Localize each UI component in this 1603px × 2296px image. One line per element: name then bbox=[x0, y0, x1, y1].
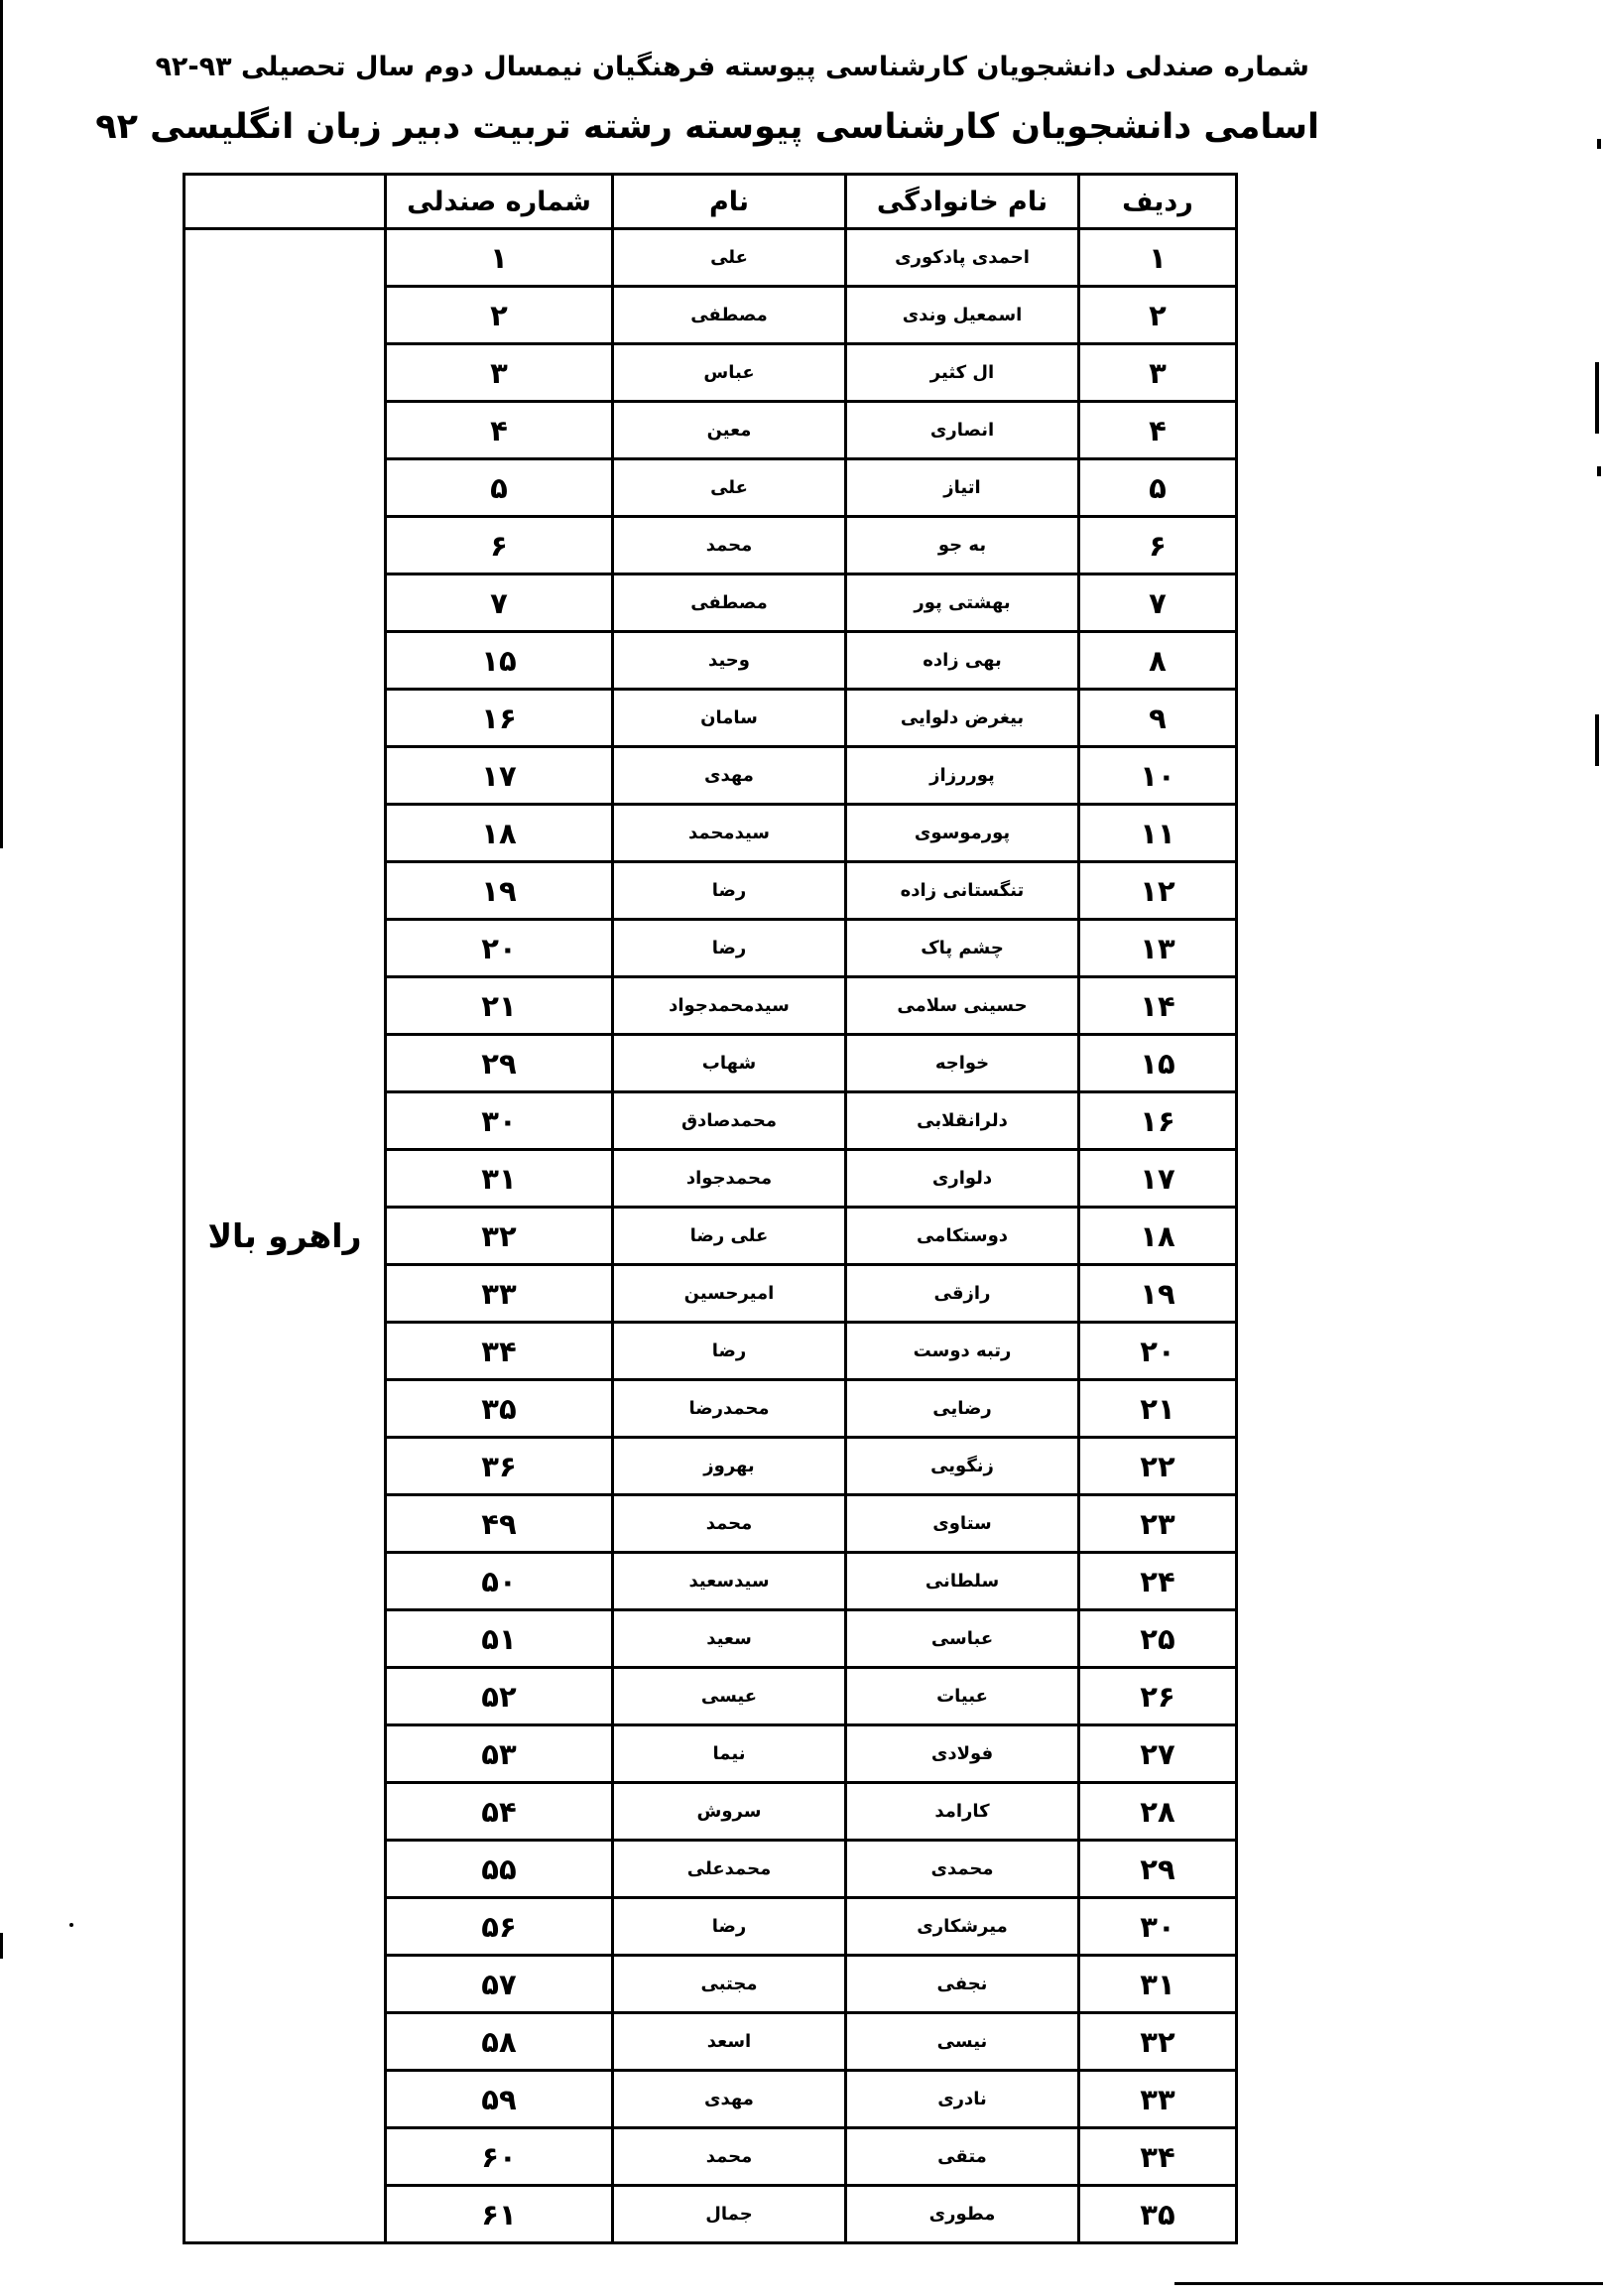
cell-radif: ۳۳ bbox=[1079, 2071, 1237, 2128]
cell-seat-number: ۳۴ bbox=[386, 1323, 613, 1380]
cell-family-name: متقی bbox=[846, 2128, 1079, 2186]
cell-seat-number: ۵۶ bbox=[386, 1898, 613, 1956]
cell-seat-number: ۳۲ bbox=[386, 1208, 613, 1265]
cell-seat-number: ۳۰ bbox=[386, 1092, 613, 1150]
cell-family-name: ستاوی bbox=[846, 1495, 1079, 1553]
cell-first-name: محمدرضا bbox=[613, 1380, 846, 1438]
student-seat-table bbox=[183, 173, 1238, 2244]
cell-seat-number: ۵۹ bbox=[386, 2071, 613, 2128]
column-header-name: نام bbox=[613, 175, 846, 229]
cell-radif: ۱ bbox=[1079, 229, 1237, 287]
cell-family-name: نیسی bbox=[846, 2013, 1079, 2071]
cell-family-name: ال کثیر bbox=[846, 344, 1079, 402]
cell-first-name: اسعد bbox=[613, 2013, 846, 2071]
cell-radif: ۱۸ bbox=[1079, 1208, 1237, 1265]
cell-seat-number: ۱۹ bbox=[386, 862, 613, 920]
cell-first-name: رضا bbox=[613, 1898, 846, 1956]
cell-first-name: عباس bbox=[613, 344, 846, 402]
cell-seat-number: ۲۱ bbox=[386, 977, 613, 1035]
cell-first-name: محمدصادق bbox=[613, 1092, 846, 1150]
cell-first-name: شهاب bbox=[613, 1035, 846, 1092]
cell-seat-number: ۶۱ bbox=[386, 2186, 613, 2243]
cell-family-name: تنگستانی زاده bbox=[846, 862, 1079, 920]
cell-first-name: سعید bbox=[613, 1610, 846, 1668]
cell-seat-number: ۷ bbox=[386, 574, 613, 632]
cell-family-name: خواجه bbox=[846, 1035, 1079, 1092]
cell-first-name: محمد bbox=[613, 2128, 846, 2186]
column-header-family: نام خانوادگی bbox=[846, 175, 1079, 229]
table-header-row bbox=[185, 175, 1237, 229]
cell-first-name: سروش bbox=[613, 1783, 846, 1841]
cell-radif: ۵ bbox=[1079, 459, 1237, 517]
footer-rule bbox=[1174, 2282, 1603, 2285]
page-subtitle: شماره صندلی دانشجویان کارشناسی پیوسته فرهنگیان نیمسال دوم سال تحصیلی ۹۳-۹۲ bbox=[155, 52, 1309, 82]
cell-seat-number: ۵۵ bbox=[386, 1841, 613, 1898]
cell-seat-number: ۱۵ bbox=[386, 632, 613, 690]
cell-radif: ۳۴ bbox=[1079, 2128, 1237, 2186]
cell-radif: ۲۸ bbox=[1079, 1783, 1237, 1841]
cell-seat-number: ۱۸ bbox=[386, 805, 613, 862]
cell-first-name: رضا bbox=[613, 1323, 846, 1380]
cell-family-name: نجفی bbox=[846, 1956, 1079, 2013]
scan-edge-mark bbox=[0, 1933, 3, 1959]
cell-seat-number: ۵۷ bbox=[386, 1956, 613, 2013]
cell-first-name: محمدجواد bbox=[613, 1150, 846, 1208]
cell-first-name: معین bbox=[613, 402, 846, 459]
cell-seat-number: ۵ bbox=[386, 459, 613, 517]
cell-first-name: عیسی bbox=[613, 1668, 846, 1725]
scan-mark-right-4 bbox=[1595, 714, 1599, 766]
cell-seat-number: ۵۲ bbox=[386, 1668, 613, 1725]
cell-first-name: رضا bbox=[613, 920, 846, 977]
cell-seat-number: ۳۵ bbox=[386, 1380, 613, 1438]
cell-radif: ۱۴ bbox=[1079, 977, 1237, 1035]
cell-radif: ۳۲ bbox=[1079, 2013, 1237, 2071]
scan-mark-right-1 bbox=[1597, 139, 1601, 149]
cell-family-name: بیغرض دلوایی bbox=[846, 690, 1079, 747]
cell-family-name: بهی زاده bbox=[846, 632, 1079, 690]
scan-mark-right-2 bbox=[1595, 362, 1599, 434]
cell-first-name: محمد bbox=[613, 517, 846, 574]
cell-radif: ۲۹ bbox=[1079, 1841, 1237, 1898]
cell-radif: ۱۱ bbox=[1079, 805, 1237, 862]
cell-seat-number: ۴۹ bbox=[386, 1495, 613, 1553]
cell-family-name: به جو bbox=[846, 517, 1079, 574]
cell-radif: ۲۲ bbox=[1079, 1438, 1237, 1495]
cell-radif: ۲۵ bbox=[1079, 1610, 1237, 1668]
cell-family-name: نادری bbox=[846, 2071, 1079, 2128]
scan-speck bbox=[69, 1923, 73, 1927]
cell-seat-number: ۵۴ bbox=[386, 1783, 613, 1841]
cell-family-name: حسینی سلامی bbox=[846, 977, 1079, 1035]
cell-radif: ۲۳ bbox=[1079, 1495, 1237, 1553]
cell-first-name: سیدمحمدجواد bbox=[613, 977, 846, 1035]
cell-family-name: اتیاز bbox=[846, 459, 1079, 517]
cell-radif: ۱۵ bbox=[1079, 1035, 1237, 1092]
cell-seat-number: ۳۶ bbox=[386, 1438, 613, 1495]
cell-radif: ۱۹ bbox=[1079, 1265, 1237, 1323]
cell-first-name: محمد bbox=[613, 1495, 846, 1553]
cell-radif: ۸ bbox=[1079, 632, 1237, 690]
cell-seat-number: ۶۰ bbox=[386, 2128, 613, 2186]
cell-radif: ۱۳ bbox=[1079, 920, 1237, 977]
cell-seat-number: ۱۷ bbox=[386, 747, 613, 805]
cell-seat-number: ۵۳ bbox=[386, 1725, 613, 1783]
cell-family-name: رضایی bbox=[846, 1380, 1079, 1438]
cell-radif: ۲۴ bbox=[1079, 1553, 1237, 1610]
cell-radif: ۱۶ bbox=[1079, 1092, 1237, 1150]
cell-first-name: مجتبی bbox=[613, 1956, 846, 2013]
cell-seat-number: ۵۱ bbox=[386, 1610, 613, 1668]
cell-family-name: چشم پاک bbox=[846, 920, 1079, 977]
column-header-location bbox=[185, 175, 386, 229]
cell-radif: ۷ bbox=[1079, 574, 1237, 632]
cell-first-name: علی bbox=[613, 229, 846, 287]
cell-first-name: سیدسعید bbox=[613, 1553, 846, 1610]
cell-radif: ۶ bbox=[1079, 517, 1237, 574]
cell-radif: ۳۰ bbox=[1079, 1898, 1237, 1956]
cell-radif: ۲۷ bbox=[1079, 1725, 1237, 1783]
cell-family-name: دلواری bbox=[846, 1150, 1079, 1208]
cell-family-name: عباسی bbox=[846, 1610, 1079, 1668]
cell-seat-number: ۲۹ bbox=[386, 1035, 613, 1092]
cell-family-name: کارامد bbox=[846, 1783, 1079, 1841]
cell-first-name: علی bbox=[613, 459, 846, 517]
cell-radif: ۹ bbox=[1079, 690, 1237, 747]
cell-seat-number: ۱۶ bbox=[386, 690, 613, 747]
cell-radif: ۲ bbox=[1079, 287, 1237, 344]
cell-family-name: زنگویی bbox=[846, 1438, 1079, 1495]
cell-first-name: سامان bbox=[613, 690, 846, 747]
cell-first-name: جمال bbox=[613, 2186, 846, 2243]
cell-radif: ۲۶ bbox=[1079, 1668, 1237, 1725]
cell-family-name: پوررزاز bbox=[846, 747, 1079, 805]
cell-seat-number: ۵۰ bbox=[386, 1553, 613, 1610]
cell-seat-number: ۲ bbox=[386, 287, 613, 344]
cell-first-name: علی رضا bbox=[613, 1208, 846, 1265]
cell-first-name: رضا bbox=[613, 862, 846, 920]
table-row bbox=[185, 229, 1237, 287]
cell-radif: ۳۵ bbox=[1079, 2186, 1237, 2243]
cell-first-name: مهدی bbox=[613, 2071, 846, 2128]
cell-seat-number: ۵۸ bbox=[386, 2013, 613, 2071]
cell-radif: ۱۰ bbox=[1079, 747, 1237, 805]
cell-first-name: مصطفی bbox=[613, 287, 846, 344]
cell-seat-number: ۲۰ bbox=[386, 920, 613, 977]
cell-family-name: بهشتی پور bbox=[846, 574, 1079, 632]
cell-seat-number: ۳۱ bbox=[386, 1150, 613, 1208]
cell-family-name: میرشکاری bbox=[846, 1898, 1079, 1956]
cell-radif: ۱۷ bbox=[1079, 1150, 1237, 1208]
scan-mark-right-3 bbox=[1597, 466, 1601, 476]
column-header-radif: ردیف bbox=[1079, 175, 1237, 229]
table-body bbox=[185, 229, 1237, 2243]
cell-radif: ۲۰ bbox=[1079, 1323, 1237, 1380]
column-header-seat: شماره صندلی bbox=[386, 175, 613, 229]
cell-family-name: محمدی bbox=[846, 1841, 1079, 1898]
cell-family-name: رازقی bbox=[846, 1265, 1079, 1323]
scan-edge-line bbox=[0, 0, 3, 848]
cell-family-name: انصاری bbox=[846, 402, 1079, 459]
cell-radif: ۳ bbox=[1079, 344, 1237, 402]
cell-radif: ۳۱ bbox=[1079, 1956, 1237, 2013]
cell-radif: ۲۱ bbox=[1079, 1380, 1237, 1438]
cell-seat-number: ۴ bbox=[386, 402, 613, 459]
cell-family-name: دوستکامی bbox=[846, 1208, 1079, 1265]
cell-seat-number: ۱ bbox=[386, 229, 613, 287]
cell-first-name: سیدمحمد bbox=[613, 805, 846, 862]
cell-first-name: محمدعلی bbox=[613, 1841, 846, 1898]
cell-radif: ۱۲ bbox=[1079, 862, 1237, 920]
cell-family-name: پورموسوی bbox=[846, 805, 1079, 862]
cell-family-name: عبیات bbox=[846, 1668, 1079, 1725]
cell-family-name: دلرانقلابی bbox=[846, 1092, 1079, 1150]
cell-family-name: رتبه دوست bbox=[846, 1323, 1079, 1380]
cell-family-name: مطوری bbox=[846, 2186, 1079, 2243]
cell-family-name: اسمعیل وندی bbox=[846, 287, 1079, 344]
cell-seat-number: ۳ bbox=[386, 344, 613, 402]
cell-first-name: مصطفی bbox=[613, 574, 846, 632]
cell-first-name: نیما bbox=[613, 1725, 846, 1783]
location-cell: راهرو بالا bbox=[185, 229, 386, 2243]
cell-seat-number: ۳۳ bbox=[386, 1265, 613, 1323]
cell-first-name: بهروز bbox=[613, 1438, 846, 1495]
cell-first-name: امیرحسین bbox=[613, 1265, 846, 1323]
cell-family-name: فولادی bbox=[846, 1725, 1079, 1783]
cell-first-name: وحید bbox=[613, 632, 846, 690]
cell-radif: ۴ bbox=[1079, 402, 1237, 459]
cell-family-name: سلطانی bbox=[846, 1553, 1079, 1610]
cell-family-name: احمدی پادکوری bbox=[846, 229, 1079, 287]
cell-seat-number: ۶ bbox=[386, 517, 613, 574]
cell-first-name: مهدی bbox=[613, 747, 846, 805]
page-title: اسامی دانشجویان کارشناسی پیوسته رشته تربیت دبیر زبان انگلیسی ۹۲ bbox=[95, 107, 1319, 147]
